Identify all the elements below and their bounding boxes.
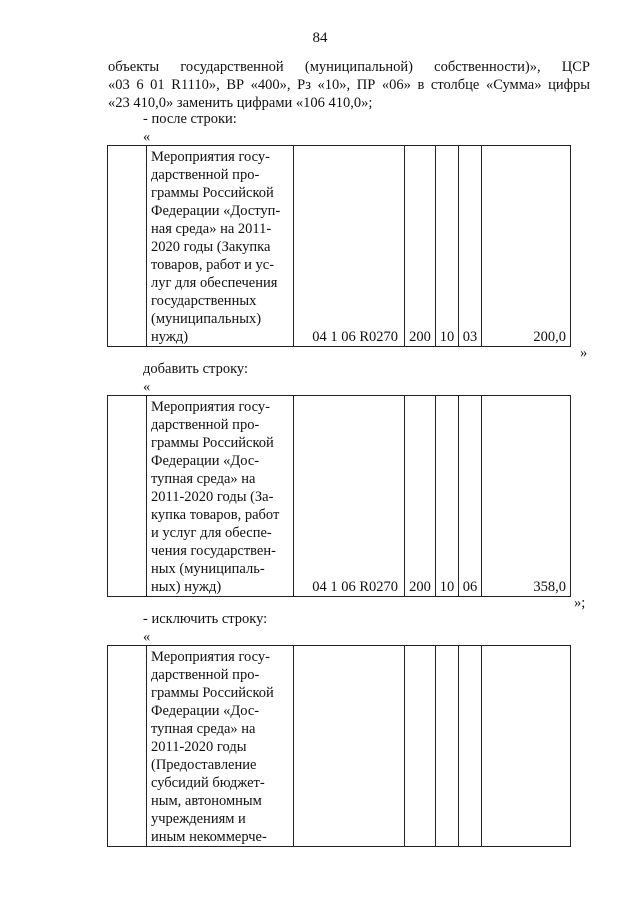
name-line: граммы Российской — [151, 435, 274, 451]
name-line: Федерации «Дос- — [151, 703, 260, 719]
name-line: граммы Российской — [151, 185, 274, 201]
row-number-cell — [108, 396, 147, 597]
name-line: ных (муниципаль- — [151, 561, 265, 577]
intro-paragraph — [108, 58, 590, 112]
name-line: тупная среда» на — [151, 471, 256, 487]
name-line: 2011-2020 годы (За- — [151, 489, 274, 505]
name-line: иным некоммерче- — [151, 829, 267, 845]
page-number: 84 — [312, 30, 328, 46]
csr-cell: 04 1 06 R0270 — [294, 146, 405, 347]
row-number-cell — [108, 146, 147, 347]
open-quote: « — [143, 629, 151, 645]
vr-cell — [405, 646, 436, 847]
name-line: (Предоставление — [151, 757, 257, 773]
pr-cell: 06 — [459, 396, 482, 597]
name-cell — [147, 646, 294, 847]
pr-cell: 03 — [459, 146, 482, 347]
vr-cell: 200 — [405, 146, 436, 347]
close-quote-semicolon: »; — [574, 595, 586, 611]
budget-table-remove — [107, 645, 571, 847]
name-line: граммы Российской — [151, 685, 274, 701]
name-line: тупная среда» на — [151, 721, 256, 737]
sum-cell: 200,0 — [482, 146, 571, 347]
table-row — [108, 396, 571, 597]
sum-cell: 358,0 — [482, 396, 571, 597]
name-line: и услуг для обеспе- — [151, 525, 272, 541]
budget-table-add — [107, 395, 571, 597]
csr-cell: 04 1 06 R0270 — [294, 396, 405, 597]
name-line: чения государствен- — [151, 543, 276, 559]
table-row — [108, 646, 571, 847]
name-line: дарственной про- — [151, 417, 260, 433]
name-line: ным, автономным — [151, 793, 262, 809]
close-quote: » — [580, 345, 588, 361]
name-line: дарственной про- — [151, 667, 260, 683]
sum-cell — [482, 646, 571, 847]
name-line: государственных — [151, 293, 257, 309]
budget-table-after — [107, 145, 571, 347]
name-line: Федерации «Доступ- — [151, 203, 281, 219]
after-row-label: - после строки: — [143, 111, 237, 127]
name-line: дарственной про- — [151, 167, 260, 183]
name-line: луг для обеспечения — [151, 275, 278, 291]
name-line: 2011-2020 годы — [151, 739, 247, 755]
intro-line: «03 6 01 R1110», ВР «400», Рз «10», ПР «06» в столбце «Сумма» цифры — [108, 77, 590, 93]
name-line: учреждениям и — [151, 811, 246, 827]
intro-line: «23 410,0» заменить цифрами «106 410,0»; — [108, 95, 373, 111]
name-line: Мероприятия госу- — [151, 649, 270, 665]
name-line: ная среда» на 2011- — [151, 221, 272, 237]
name-line: субсидий бюджет- — [151, 775, 265, 791]
vr-cell: 200 — [405, 396, 436, 597]
rz-cell — [436, 646, 459, 847]
remove-row-label: - исключить строку: — [143, 611, 268, 627]
rz-cell: 10 — [436, 146, 459, 347]
intro-line: объекты государственной (муниципальной) собственности)», ЦСР — [108, 59, 590, 75]
name-line: (муниципальных) — [151, 311, 262, 327]
name-cell — [147, 396, 294, 597]
name-line: купка товаров, работ — [151, 507, 280, 523]
pr-cell — [459, 646, 482, 847]
open-quote: « — [143, 379, 151, 395]
name-line: ных) нужд) — [151, 579, 222, 595]
name-line: 2020 годы (Закупка — [151, 239, 271, 255]
name-line: Федерации «Дос- — [151, 453, 260, 469]
name-line: товаров, работ и ус- — [151, 257, 275, 273]
open-quote: « — [143, 129, 151, 145]
add-row-label: добавить строку: — [143, 361, 248, 377]
row-number-cell — [108, 646, 147, 847]
name-cell — [147, 146, 294, 347]
name-line: Мероприятия госу- — [151, 399, 270, 415]
rz-cell: 10 — [436, 396, 459, 597]
table-row — [108, 146, 571, 347]
csr-cell — [294, 646, 405, 847]
name-line: нужд) — [151, 329, 189, 345]
name-line: Мероприятия госу- — [151, 149, 270, 165]
